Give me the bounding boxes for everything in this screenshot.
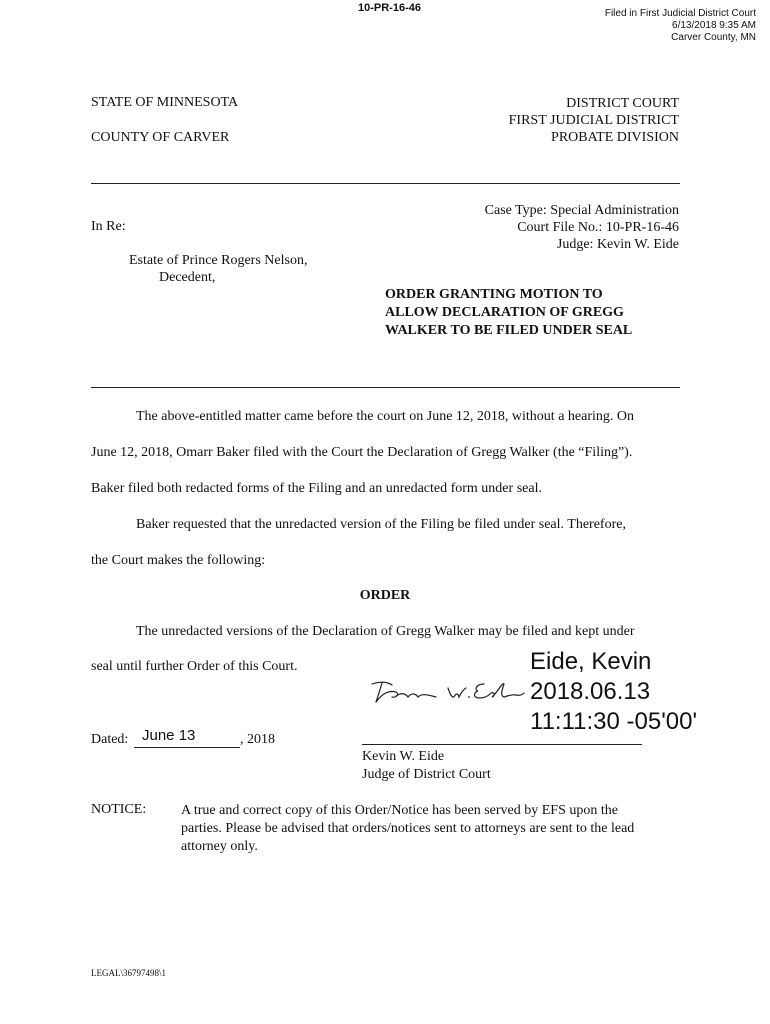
notice-line: A true and correct copy of this Order/Notice has been served by EFS upon the <box>181 803 618 818</box>
court-district: FIRST JUDICIAL DISTRICT <box>508 113 679 128</box>
filing-stamp <box>605 8 756 44</box>
body-line: June 12, 2018, Omarr Baker filed with the Court the Declaration of Gregg Walker (the “Filing”). <box>91 445 633 460</box>
body-line: the Court makes the following: <box>91 553 266 568</box>
order-title-line: ORDER GRANTING MOTION TO <box>385 287 603 302</box>
body-line: Baker requested that the unredacted version of the Filing be filed under seal. Therefore, <box>136 517 626 532</box>
digital-signature-name: Eide, Kevin <box>530 648 652 675</box>
filing-stamp-county: Carver County, MN <box>671 32 756 43</box>
handwritten-signature <box>366 676 526 706</box>
court-file-number: Court File No.: 10-PR-16-46 <box>517 220 679 235</box>
court-division: PROBATE DIVISION <box>551 130 679 145</box>
order-title <box>385 286 685 340</box>
in-re-label: In Re: <box>91 219 126 234</box>
filing-stamp-court: Filed in First Judicial District Court <box>604 8 756 19</box>
order-title-line: ALLOW DECLARATION OF GREGG <box>385 305 624 320</box>
order-title-line: WALKER TO BE FILED UNDER SEAL <box>385 323 633 338</box>
digital-signature-date: 2018.06.13 <box>530 678 651 705</box>
case-number-stamp: 10-PR-16-46 <box>358 2 421 14</box>
notice-text <box>181 802 681 856</box>
caption-top-rule <box>91 183 680 184</box>
notice-line: attorney only. <box>181 839 258 854</box>
court-name: DISTRICT COURT <box>566 96 679 111</box>
caption-bottom-rule <box>91 387 680 388</box>
case-type: Case Type: Special Administration <box>484 203 679 218</box>
body-line: Baker filed both redacted forms of the Filing and an unredacted form under seal. <box>91 481 542 496</box>
body-line: The unredacted versions of the Declaration of Gregg Walker may be filed and kept under <box>136 624 635 639</box>
document-id-footer: LEGAL\36797498\1 <box>91 968 166 978</box>
body-line: seal until further Order of this Court. <box>91 659 298 674</box>
notice-label: NOTICE: <box>91 802 147 817</box>
signer-title: Judge of District Court <box>362 767 491 782</box>
estate-name: Estate of Prince Rogers Nelson, <box>129 253 308 268</box>
dated-value: June 13 <box>142 727 196 744</box>
filing-stamp-datetime: 6/13/2018 9:35 AM <box>672 20 756 31</box>
assigned-judge: Judge: Kevin W. Eide <box>556 237 679 252</box>
case-details <box>485 202 679 253</box>
digital-signature-time: 11:11:30 -05'00' <box>530 708 698 735</box>
signer-name: Kevin W. Eide <box>362 749 445 764</box>
state-heading: STATE OF MINNESOTA <box>91 95 239 110</box>
notice-line: parties. Please be advised that orders/notices sent to attorneys are sent to the lead <box>181 821 635 836</box>
body-line: The above-entitled matter came before the court on June 12, 2018, without a hearing. On <box>136 409 634 424</box>
county-heading: COUNTY OF CARVER <box>91 130 230 145</box>
dated-label: Dated: <box>91 732 129 747</box>
decedent-label: Decedent, <box>159 270 216 285</box>
signature-line <box>362 744 642 745</box>
court-heading <box>509 95 679 146</box>
dated-underline <box>134 747 240 748</box>
order-heading: ORDER <box>359 588 411 603</box>
dated-year: , 2018 <box>240 732 275 747</box>
